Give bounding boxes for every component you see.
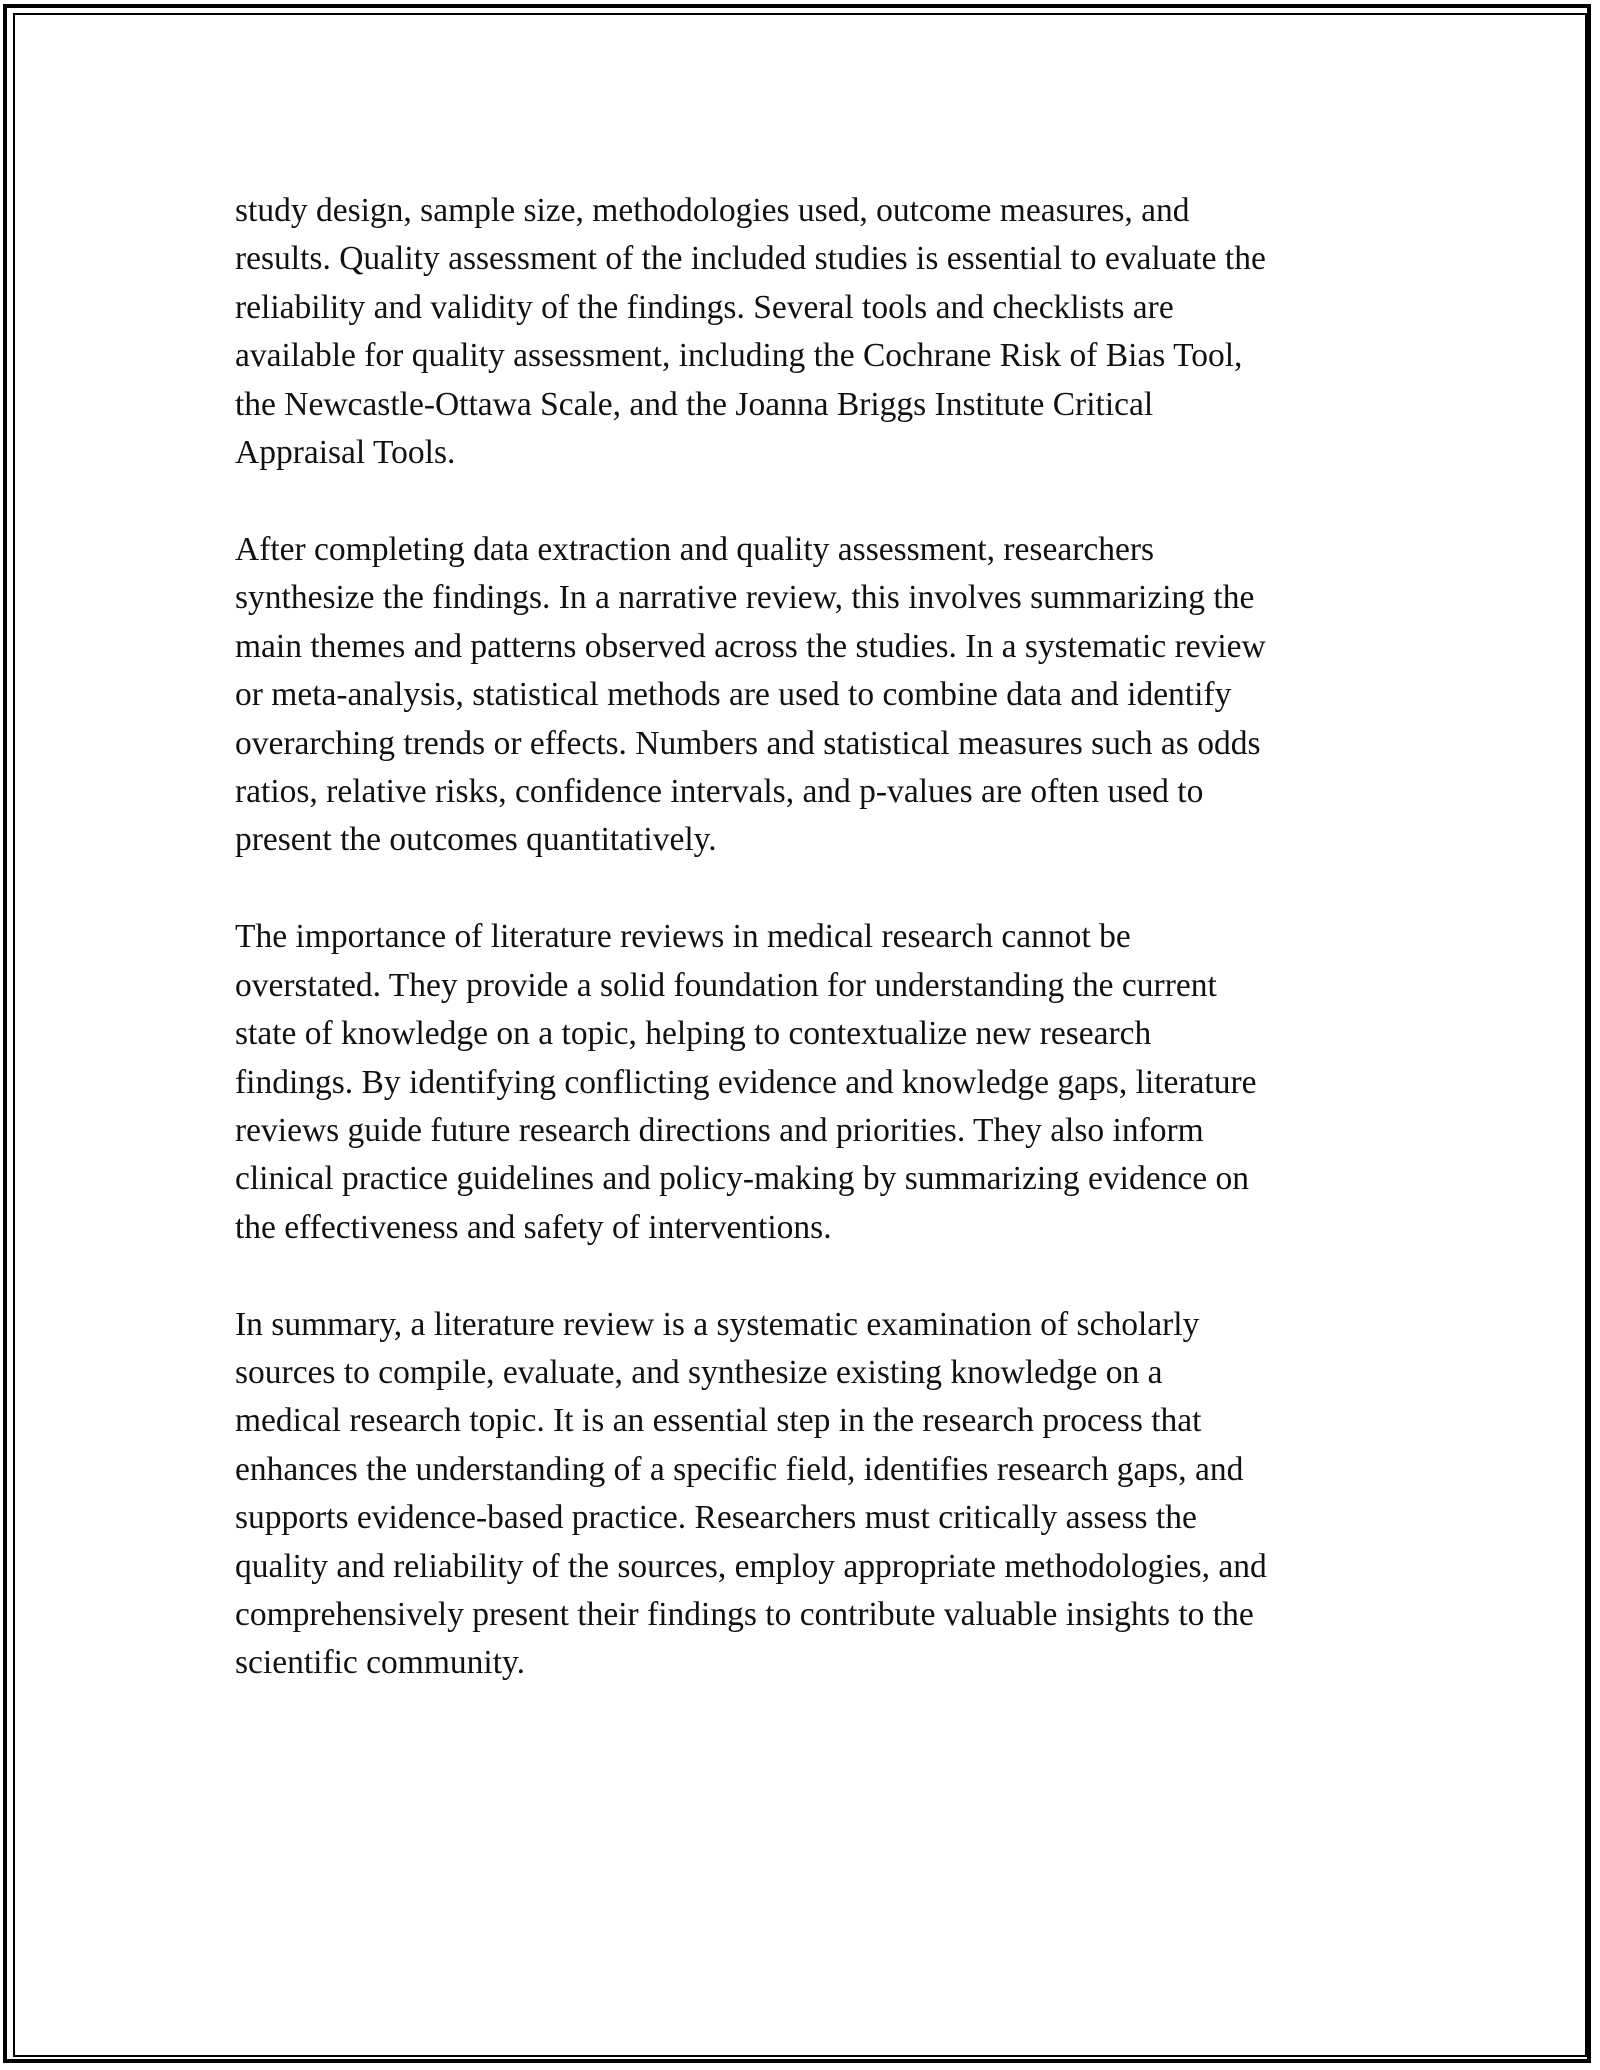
paragraph-summary: In summary, a literature review is a systematic examination of scholarly sources to compile, evaluate, and synthesize existing knowledge on a medical research topic. It is an essential step in the research process that enhances the understanding of a specific field, identifies research gaps, and supports evidence-based practice. Researchers must critically assess the quality and reliability of the sources, employ appropriate methodologies, and comprehensively present their findings to contribute valuable insights to the scientific community. [235,1305,1267,1682]
paragraph-quality-assessment: study design, sample size, methodologies used, outcome measures, and results. Quality assessment of the included studies is essential to evaluate the reliability and validity of the findings. Several tools and checklists are available for quality assessment, including the Cochrane Risk of Bias Tool, the Newcastle-Ottawa Scale, and the Joanna Briggs Institute Critical Appraisal Tools. [235,192,1266,472]
paragraph-importance: The importance of literature reviews in medical research cannot be overstated. They provide a solid foundation for understanding the current state of knowledge on a topic, helping to contextualize new research findings. By identifying conflicting evidence and knowledge gaps, literature reviews guide future research directions and priorities. They also inform clinical practice guidelines and policy-making by summarizing evidence on the effectiveness and safety of interventions. [235,918,1257,1246]
paragraph-synthesis: After completing data extraction and quality assessment, researchers synthesize the findings. In a narrative review, this involves summarizing the main themes and patterns observed across the studies. In a systematic review or meta-analysis, statistical methods are used to combine data and identify overarching trends or effects. Numbers and statistical measures such as odds ratios, relative risks, confidence intervals, and p-values are often used to present the outcomes quantitatively. [235,530,1266,859]
document-body [235,187,1385,1736]
